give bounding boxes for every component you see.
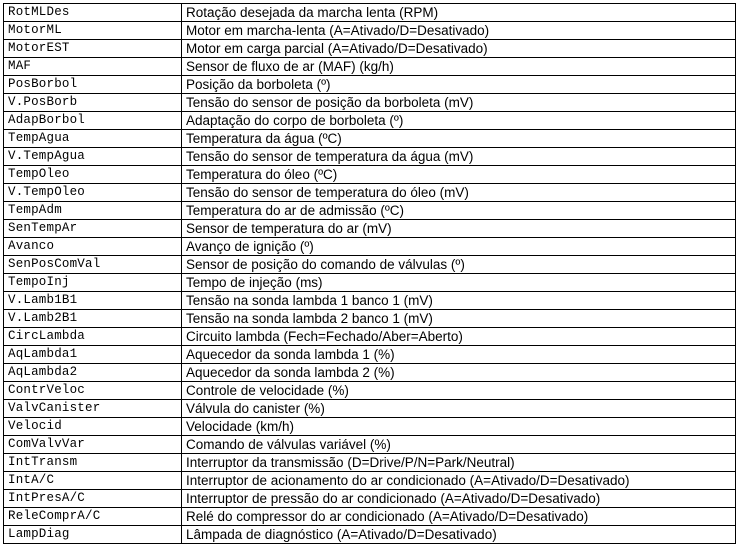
table-row [4,40,736,58]
table-row [4,238,736,256]
parameter-description: Aquecedor da sonda lambda 2 (%) [182,364,736,382]
parameter-code: Velocid [4,418,182,436]
parameter-description: Lâmpada de diagnóstico (A=Ativado/D=Desativado) [182,526,736,544]
table-row [4,94,736,112]
parameter-code: V.TempAgua [4,148,182,166]
parameter-description: Tensão do sensor de temperatura do óleo (mV) [182,184,736,202]
table-row [4,364,736,382]
parameter-description: Motor em marcha-lenta (A=Ativado/D=Desativado) [182,22,736,40]
parameter-description: Adaptação do corpo de borboleta (º) [182,112,736,130]
parameter-description: Sensor de posição do comando de válvulas (º) [182,256,736,274]
parameter-description: Comando de válvulas variável (%) [182,436,736,454]
parameter-description: Aquecedor da sonda lambda 1 (%) [182,346,736,364]
parameter-code: AdapBorbol [4,112,182,130]
parameter-description: Temperatura do óleo (ºC) [182,166,736,184]
parameter-description: Interruptor de acionamento do ar condicionado (A=Ativado/D=Desativado) [182,472,736,490]
parameter-code: ValvCanister [4,400,182,418]
parameter-description: Avanço de ignição (º) [182,238,736,256]
parameter-description: Interruptor de pressão do ar condicionado (A=Ativado/D=Desativado) [182,490,736,508]
table-row [4,58,736,76]
table-row [4,292,736,310]
table-row [4,220,736,238]
parameter-description: Válvula do canister (%) [182,400,736,418]
parameter-code: SenTempAr [4,220,182,238]
parameter-description: Temperatura da água (ºC) [182,130,736,148]
parameter-description: Velocidade (km/h) [182,418,736,436]
parameter-code: TempAdm [4,202,182,220]
parameter-description: Posição da borboleta (º) [182,76,736,94]
parameter-code: ComValvVar [4,436,182,454]
parameter-table-body [4,4,736,544]
table-row [4,202,736,220]
table-row [4,76,736,94]
parameter-code: V.PosBorb [4,94,182,112]
parameter-description: Controle de velocidade (%) [182,382,736,400]
table-row [4,4,736,22]
table-row [4,148,736,166]
parameter-code: V.Lamb1B1 [4,292,182,310]
parameter-code: V.TempOleo [4,184,182,202]
parameter-table [3,3,736,544]
parameter-description: Sensor de temperatura do ar (mV) [182,220,736,238]
parameter-code: IntPresA/C [4,490,182,508]
parameter-description: Interruptor da transmissão (D=Drive/P/N=Park/Neutral) [182,454,736,472]
table-row [4,454,736,472]
parameter-code: CircLambda [4,328,182,346]
table-row [4,490,736,508]
parameter-description: Tensão na sonda lambda 1 banco 1 (mV) [182,292,736,310]
parameter-description: Tempo de injeção (ms) [182,274,736,292]
table-row [4,400,736,418]
parameter-code: SenPosComVal [4,256,182,274]
table-row [4,310,736,328]
table-row [4,130,736,148]
table-row [4,418,736,436]
parameter-code: MAF [4,58,182,76]
parameter-code: AqLambda1 [4,346,182,364]
parameter-code: IntTransm [4,454,182,472]
parameter-code: TempAgua [4,130,182,148]
parameter-code: PosBorbol [4,76,182,94]
table-row [4,256,736,274]
parameter-description: Tensão na sonda lambda 2 banco 1 (mV) [182,310,736,328]
parameter-description: Tensão do sensor de posição da borboleta (mV) [182,94,736,112]
parameter-code: MotorML [4,22,182,40]
parameter-code: RotMLDes [4,4,182,22]
parameter-description: Sensor de fluxo de ar (MAF) (kg/h) [182,58,736,76]
table-row [4,436,736,454]
table-row [4,184,736,202]
parameter-code: Avanco [4,238,182,256]
parameter-description: Circuito lambda (Fech=Fechado/Aber=Aberto) [182,328,736,346]
parameter-description: Motor em carga parcial (A=Ativado/D=Desativado) [182,40,736,58]
table-row [4,508,736,526]
parameter-code: IntA/C [4,472,182,490]
parameter-description: Relé do compressor do ar condicionado (A=Ativado/D=Desativado) [182,508,736,526]
table-row [4,526,736,544]
parameter-description: Tensão do sensor de temperatura da água (mV) [182,148,736,166]
table-row [4,274,736,292]
parameter-code: TempoInj [4,274,182,292]
table-row [4,22,736,40]
table-row [4,346,736,364]
parameter-description: Rotação desejada da marcha lenta (RPM) [182,4,736,22]
parameter-table-container [3,3,736,544]
table-row [4,328,736,346]
parameter-code: MotorEST [4,40,182,58]
table-row [4,112,736,130]
table-row [4,382,736,400]
parameter-code: V.Lamb2B1 [4,310,182,328]
table-row [4,166,736,184]
parameter-description: Temperatura do ar de admissão (ºC) [182,202,736,220]
parameter-code: ContrVeloc [4,382,182,400]
parameter-code: ReleComprA/C [4,508,182,526]
parameter-code: AqLambda2 [4,364,182,382]
parameter-code: TempOleo [4,166,182,184]
parameter-code: LampDiag [4,526,182,544]
table-row [4,472,736,490]
